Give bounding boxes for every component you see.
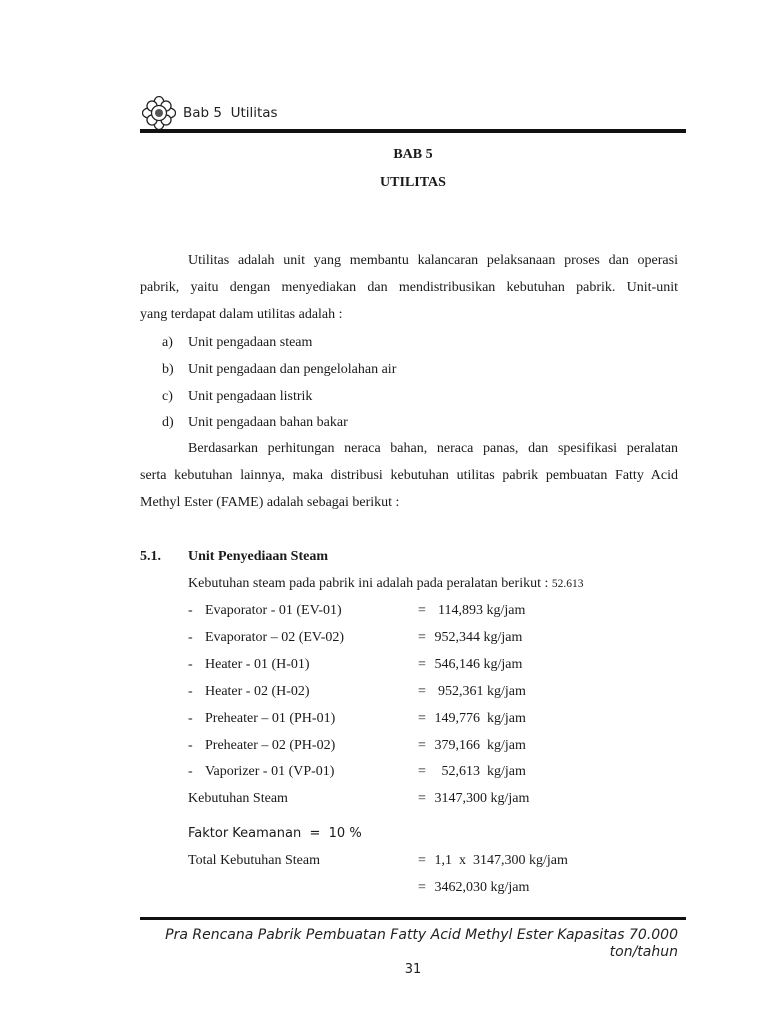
equipment-equals: = xyxy=(418,711,426,726)
footer-line-2: ton/tahun xyxy=(609,944,678,960)
equipment-name: Heater - 01 (H-01) xyxy=(205,657,310,672)
distribution-line-1: Berdasarkan perhitungan neraca bahan, neraca panas, dan spesifikasi peralatan xyxy=(188,441,678,456)
grand-total-equals: = xyxy=(418,853,426,868)
header-rule xyxy=(140,129,686,133)
page-number: 31 xyxy=(404,962,422,977)
section-intro xyxy=(188,576,583,592)
equipment-dash: - xyxy=(188,684,193,699)
total-equals: = xyxy=(418,791,426,806)
chapter-header: Bab 5 Utilitas xyxy=(183,105,278,121)
equipment-dash: - xyxy=(188,764,193,779)
chapter-title: UTILITAS xyxy=(380,175,446,190)
intro-line-3: yang terdapat dalam utilitas adalah : xyxy=(140,307,343,322)
equipment-value: 546,146 kg/jam xyxy=(431,657,523,672)
equipment-name: Heater - 02 (H-02) xyxy=(205,684,310,699)
list-item: Unit pengadaan bahan bakar xyxy=(188,415,348,430)
equipment-equals: = xyxy=(418,764,426,779)
grand-total-label: Total Kebutuhan Steam xyxy=(188,853,320,868)
list-marker: c) xyxy=(162,389,173,404)
list-item: Unit pengadaan dan pengelolahan air xyxy=(188,362,397,377)
total-label: Kebutuhan Steam xyxy=(188,791,288,806)
section-intro-value: 52.613 xyxy=(551,578,584,590)
equipment-value: 114,893 kg/jam xyxy=(431,603,526,618)
equipment-equals: = xyxy=(418,603,426,618)
intro-line-2: pabrik, yaitu dengan menyediakan dan mendistribusikan kebutuhan pabrik. Unit-unit xyxy=(140,280,678,295)
list-marker: b) xyxy=(162,362,174,377)
grand-total-value: 3462,030 kg/jam xyxy=(431,880,530,895)
grand-total-formula: 1,1 x 3147,300 kg/jam xyxy=(431,853,568,868)
equipment-value: 379,166 kg/jam xyxy=(431,738,526,753)
total-value: 3147,300 kg/jam xyxy=(431,791,530,806)
section-number: 5.1. xyxy=(140,549,161,564)
distribution-line-2: serta kebutuhan lainnya, maka distribusi kebutuhan utilitas pabrik pembuatan Fatty Acid xyxy=(140,468,678,483)
safety-factor: Faktor Keamanan = 10 % xyxy=(188,826,362,841)
equipment-dash: - xyxy=(188,711,193,726)
equipment-value: 52,613 kg/jam xyxy=(431,764,526,779)
equipment-dash: - xyxy=(188,630,193,645)
equipment-dash: - xyxy=(188,603,193,618)
grand-total-equals: = xyxy=(418,880,426,895)
section-heading: Unit Penyediaan Steam xyxy=(188,549,328,564)
distribution-line-3: Methyl Ester (FAME) adalah sebagai berikut : xyxy=(140,495,400,510)
list-item: Unit pengadaan listrik xyxy=(188,389,313,404)
equipment-equals: = xyxy=(418,738,426,753)
equipment-name: Evaporator – 02 (EV-02) xyxy=(205,630,345,645)
equipment-value: 952,344 kg/jam xyxy=(431,630,523,645)
footer-rule xyxy=(140,917,686,920)
equipment-equals: = xyxy=(418,657,426,672)
equipment-dash: - xyxy=(188,657,193,672)
list-marker: d) xyxy=(162,415,174,430)
university-emblem-icon xyxy=(142,96,176,130)
equipment-equals: = xyxy=(418,684,426,699)
equipment-dash: - xyxy=(188,738,193,753)
equipment-name: Preheater – 01 (PH-01) xyxy=(205,711,336,726)
footer-caption xyxy=(140,927,678,961)
chapter-number: BAB 5 xyxy=(393,147,433,162)
equipment-name: Evaporator - 01 (EV-01) xyxy=(205,603,342,618)
equipment-name: Vaporizer - 01 (VP-01) xyxy=(205,764,335,779)
section-intro-text: Kebutuhan steam pada pabrik ini adalah pada peralatan berikut : xyxy=(188,576,552,591)
equipment-value: 952,361 kg/jam xyxy=(431,684,526,699)
list-item: Unit pengadaan steam xyxy=(188,335,313,350)
equipment-equals: = xyxy=(418,630,426,645)
list-marker: a) xyxy=(162,335,173,350)
footer-line-1: Pra Rencana Pabrik Pembuatan Fatty Acid Methyl Ester Kapasitas 70.000 xyxy=(165,927,678,943)
equipment-value: 149,776 kg/jam xyxy=(431,711,526,726)
equipment-name: Preheater – 02 (PH-02) xyxy=(205,738,336,753)
intro-line-1: Utilitas adalah unit yang membantu kalancaran pelaksanaan proses dan operasi xyxy=(188,253,678,268)
